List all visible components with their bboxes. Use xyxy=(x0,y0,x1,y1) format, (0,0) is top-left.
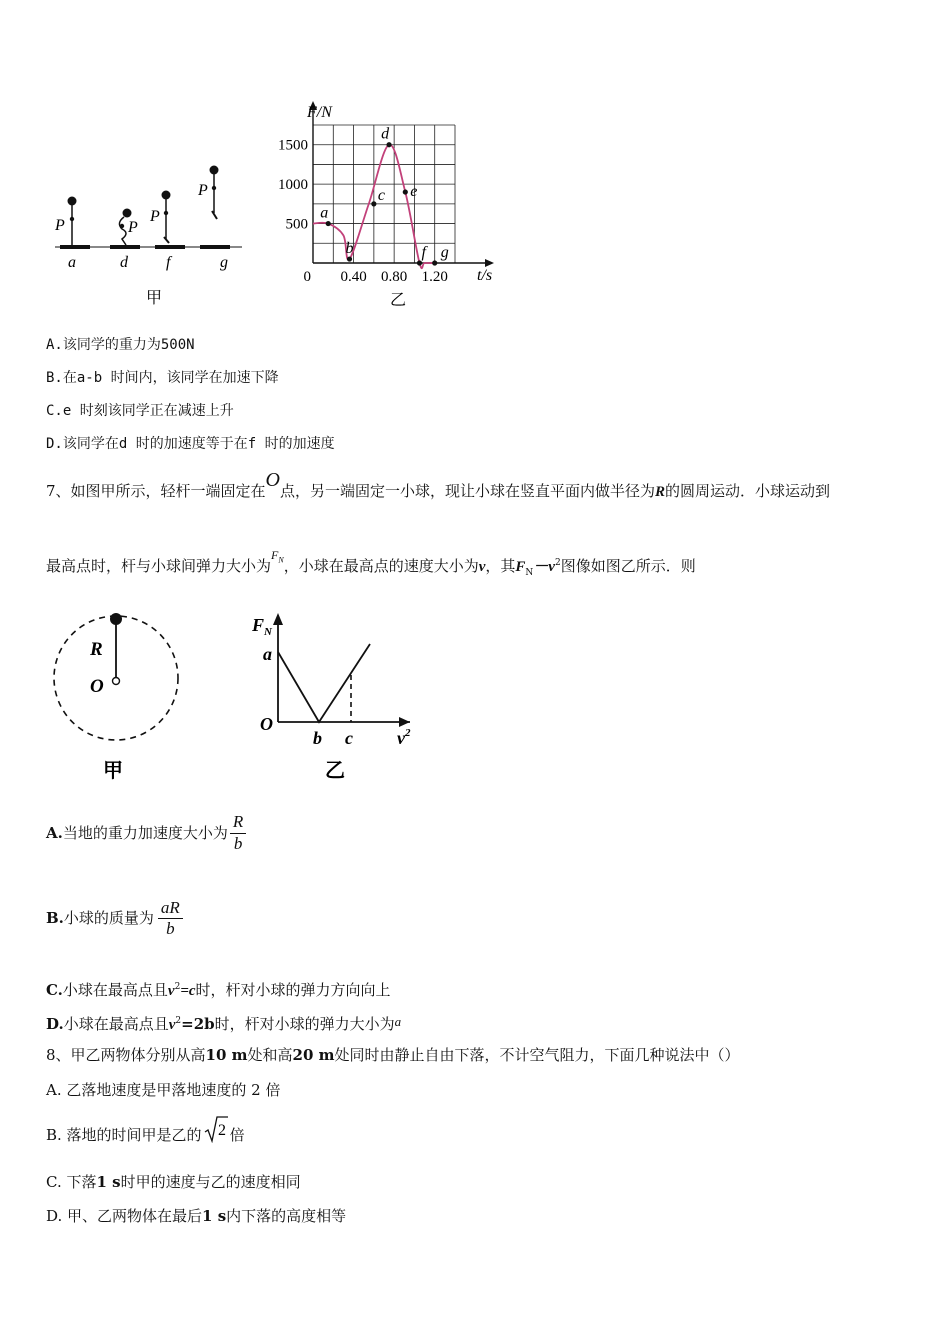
svg-text:2: 2 xyxy=(217,1122,226,1139)
p-label-f: P xyxy=(150,208,160,225)
label-r: R xyxy=(90,639,103,660)
q6-option-d: D.该同学在d 时的加速度等于在f 时的加速度 xyxy=(46,436,335,452)
y-axis-label: F/N xyxy=(307,104,332,121)
figure-yi-caption: 乙 xyxy=(390,292,407,309)
q6-option-b: B.在a-b 时间内，该同学在加速下降 xyxy=(46,370,279,386)
label-c: c xyxy=(345,728,353,748)
chart-point-g xyxy=(432,260,437,265)
figure-q7-jia-caption: 甲 xyxy=(103,760,123,782)
q6-option-c: C.e 时刻该同学正在减速上升 xyxy=(46,403,234,419)
q7-option-a: A. 当地的重力加速度大小为 $\frac{R}{b}$ xyxy=(46,808,246,858)
q8-option-a: A. 乙落地速度是甲落地速度的 2 倍 xyxy=(46,1081,281,1099)
fn-v2-line xyxy=(278,644,370,722)
q8-stem: 8、甲乙两物体分别从高10 m处和高20 m处同时由静止自由下落，不计空气阻力，下面几种说法中（） xyxy=(46,1046,740,1064)
chart-point-d xyxy=(386,142,391,147)
label-a: a xyxy=(263,644,272,664)
chart-point-b xyxy=(347,256,352,261)
x-tick-label: 0.40 xyxy=(340,269,367,285)
figure-q7-yi-caption: 乙 xyxy=(325,760,345,782)
chart-point-label-b: b xyxy=(345,240,354,258)
y-axis-fn: $F_N$ xyxy=(252,615,272,638)
chart-point-f xyxy=(417,260,422,265)
x-tick-label: 0.80 xyxy=(381,269,408,285)
pos-label-d: d xyxy=(120,254,128,271)
chart-point-a xyxy=(326,221,331,226)
x-axis-arrow xyxy=(485,259,494,267)
p-label-d: P xyxy=(128,219,138,236)
x-axis-v2: $v^2$ xyxy=(397,727,411,748)
y-tick-label: 500 xyxy=(285,216,308,233)
figure-jia-caption: 甲 xyxy=(146,290,163,307)
chart-point-label-a: a xyxy=(320,204,329,222)
pivot-o xyxy=(113,678,120,685)
chart-point-e xyxy=(403,189,408,194)
chart-point-label-f: f xyxy=(421,244,426,261)
x-tick-label: 1.20 xyxy=(421,269,448,285)
figure-q7-yi xyxy=(250,605,430,790)
p-label-a: P xyxy=(55,217,65,234)
q7-option-c: C.小球在最高点且$v^2=c$时，杆对小球的弹力方向向上 xyxy=(46,981,391,999)
figure-jia-positions xyxy=(50,155,250,315)
p-label-g: P xyxy=(198,182,208,199)
q7-stem-line2: 最高点时，杆与小球间弹力大小为$^{F_N}$，小球在最高点的速度大小为v，其$F_N-v^2$图像如图乙所示．则 xyxy=(46,548,696,578)
x-tick-label: 0 xyxy=(303,269,311,285)
pos-label-f: f xyxy=(166,254,171,271)
chart-point-label-e: e xyxy=(410,183,418,201)
x-axis-label: t/s xyxy=(477,267,493,284)
q8-option-b: B. 落地的时间甲是乙的 2 倍 xyxy=(46,1118,245,1152)
chart-point-c xyxy=(371,201,376,206)
q7-option-d: D.小球在最高点且$v^2=2b$时，杆对小球的弹力大小为a xyxy=(46,1014,402,1033)
q8-option-c: C. 下落1 s时甲的速度与乙的速度相同 xyxy=(46,1173,301,1191)
pos-label-a: a xyxy=(68,254,76,271)
q7-option-b: B. 小球的质量为 $\frac{aR}{b}$ xyxy=(46,893,183,943)
force-time-chart xyxy=(265,95,505,310)
q8-option-d: D. 甲、乙两物体在最后1 s内下落的高度相等 xyxy=(46,1207,347,1225)
label-o: O xyxy=(90,676,104,697)
label-origin: O xyxy=(260,714,273,734)
chart-point-label-g: g xyxy=(440,244,449,261)
q7-stem-line1: 7、如图甲所示，轻杆一端固定在O点，另一端固定一小球，现让小球在竖直平面内做半径为R的圆周运动．小球运动到 xyxy=(46,469,831,500)
q6-option-a: A.该同学的重力为500N xyxy=(46,337,195,353)
ball xyxy=(110,613,122,625)
y-tick-label: 1500 xyxy=(278,137,308,154)
y-tick-label: 1000 xyxy=(278,177,308,194)
chart-point-label-c: c xyxy=(377,186,385,204)
figure-q7-jia xyxy=(45,605,190,790)
pos-label-g: g xyxy=(220,254,228,271)
label-b: b xyxy=(313,728,322,748)
chart-point-label-d: d xyxy=(381,125,390,143)
sqrt-icon xyxy=(204,1115,228,1143)
